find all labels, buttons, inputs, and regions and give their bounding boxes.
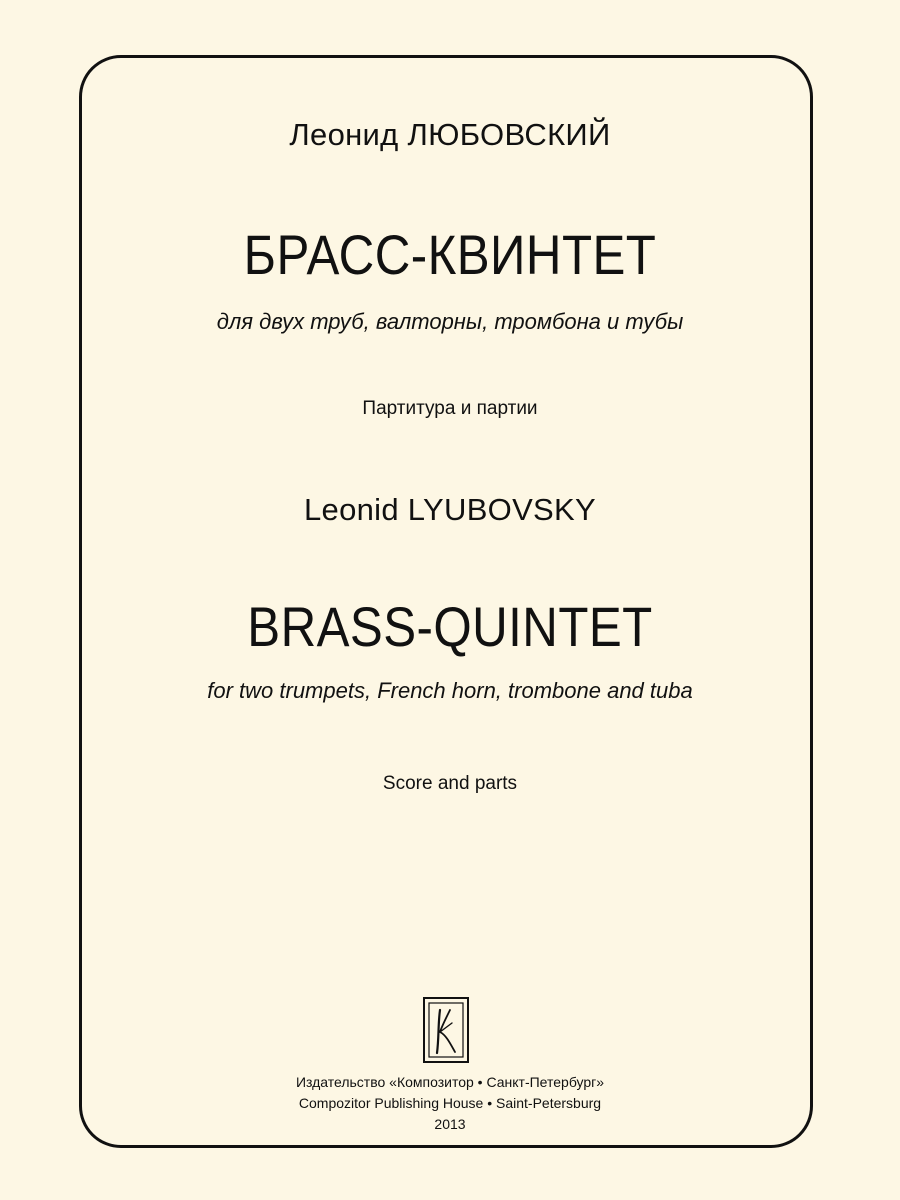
publication-year: 2013 (434, 1116, 466, 1132)
publisher-russian: Издательство «Композитор • Санкт-Петербург» (295, 1074, 605, 1090)
author-name-russian: Леонид ЛЮБОВСКИЙ (289, 117, 611, 152)
publisher-monogram-icon (422, 996, 470, 1064)
publisher-english: Compozitor Publishing House • Saint-Petersburg (298, 1095, 602, 1111)
instrumentation-english: for two trumpets, French horn, trombone and tuba (207, 678, 693, 703)
title-russian: БРАСС-КВИНТЕТ (243, 223, 657, 286)
edition-type-russian: Партитура и партии (362, 398, 538, 419)
author-name-english: Leonid LYUBOVSKY (303, 492, 596, 527)
edition-type-english: Score and parts (382, 773, 518, 794)
instrumentation-russian: для двух труб, валторны, тромбона и тубы (216, 309, 684, 334)
title-english: BRASS-QUINTET (247, 595, 653, 658)
